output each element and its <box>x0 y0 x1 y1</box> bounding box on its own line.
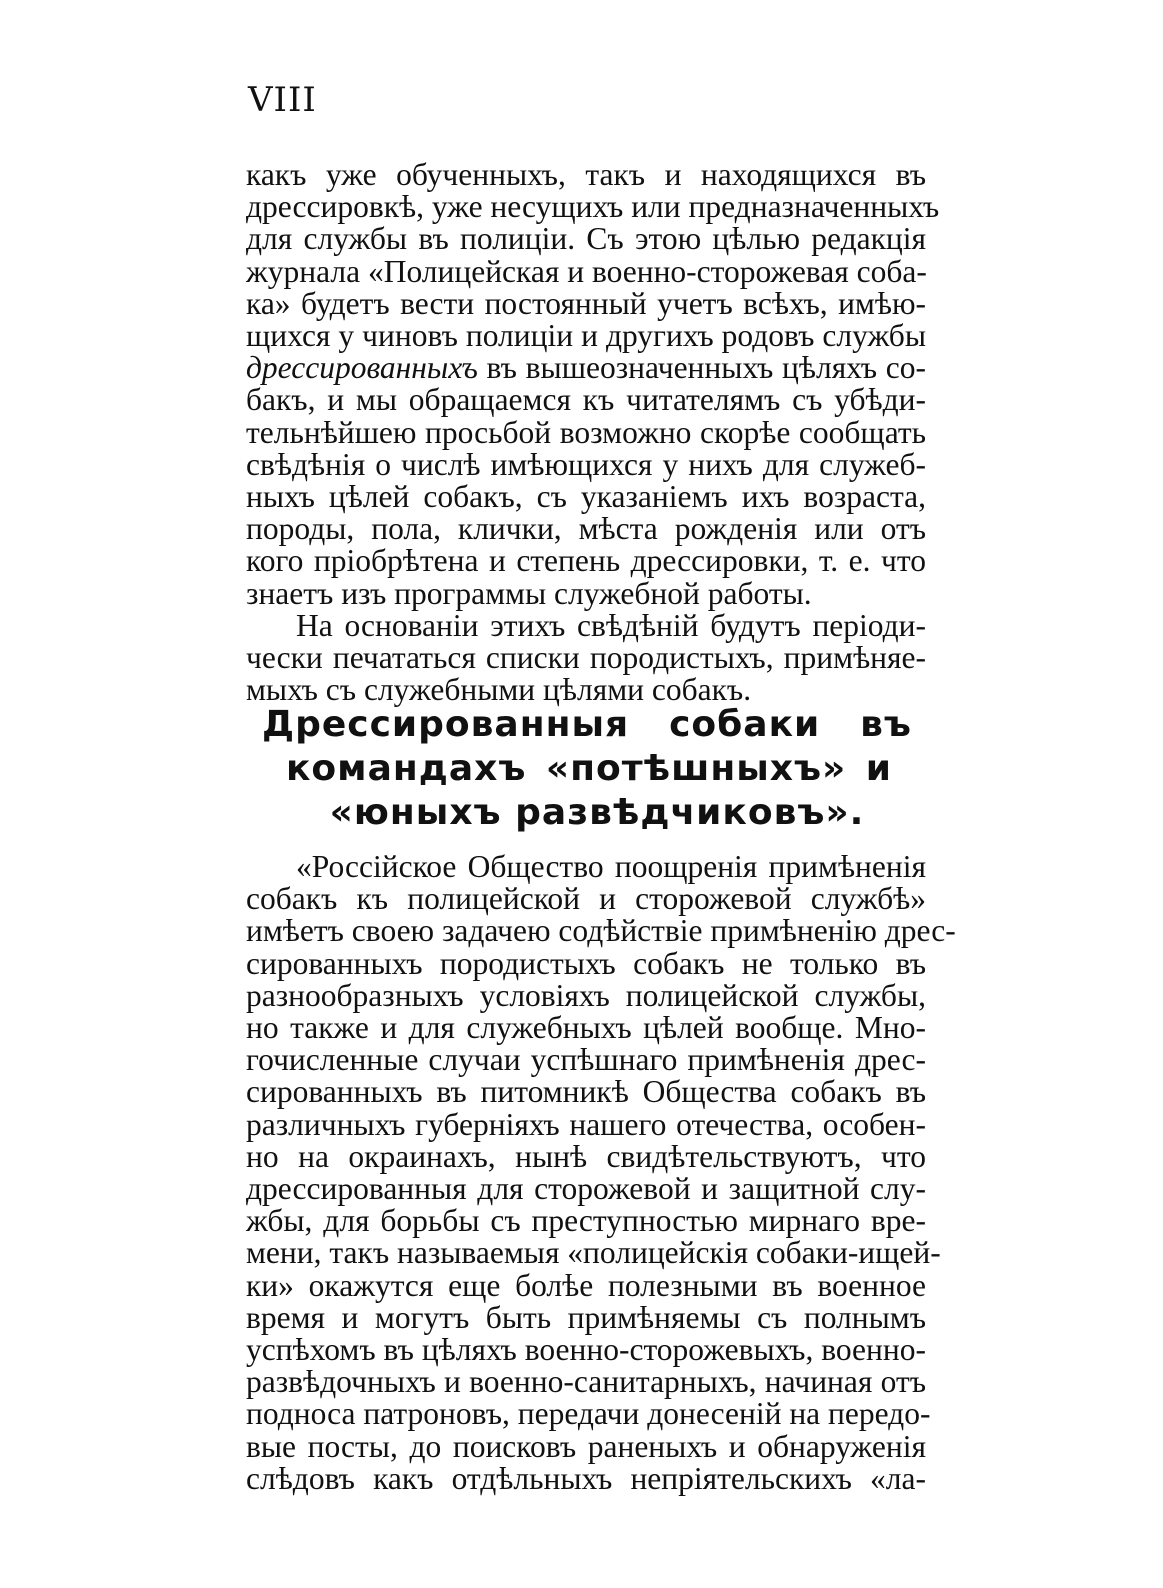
text-line: собакъ къ полицейской и сторожевой службѣ» <box>246 881 926 917</box>
text-line: разнообразныхъ условіяхъ полицейской службы, <box>246 977 926 1013</box>
text-line: породы, пола, клички, мѣста рожденія или отъ <box>246 511 926 547</box>
text-line: различныхъ губерніяхъ нашего отечества, особен- <box>246 1106 926 1142</box>
text-line: кого пріобрѣтена и степень дрессировки, т. е. что <box>246 543 926 579</box>
text-line: гочисленные случаи успѣшнаго примѣненія дрес- <box>246 1042 926 1078</box>
text-line: для службы въ полиціи. Съ этою цѣлью редакція <box>246 221 926 257</box>
text-line: вые посты, до поисковъ раненыхъ и обнаруженія <box>246 1428 926 1464</box>
heading-line: Дрессированныя собаки въ <box>262 704 912 745</box>
text-line: свѣдѣнія о числѣ имѣющихся у нихъ для служеб- <box>246 446 926 482</box>
text-line: мени, такъ называемыя «полицейскія собаки-ищей- <box>246 1235 941 1271</box>
text-line: ныхъ цѣлей собакъ, съ указаніемъ ихъ возраста, <box>246 479 926 515</box>
text-line: знаетъ изъ программы служебной работы. <box>246 575 812 611</box>
text-line: слѣдовъ какъ отдѣльныхъ непріятельскихъ «ла- <box>246 1460 926 1496</box>
page-number: VIII <box>248 80 317 120</box>
text-line: сированныхъ породистыхъ собакъ не только въ <box>246 945 926 981</box>
text-line: чески печататься списки породистыхъ, примѣняе- <box>246 640 926 676</box>
text-line: какъ уже обученныхъ, такъ и находящихся въ <box>246 157 926 192</box>
section-heading <box>262 703 912 835</box>
paragraph-block-top <box>246 157 940 708</box>
text-line: мыхъ съ служебными цѣлями собакъ. <box>246 672 752 708</box>
paragraph-block-bottom <box>246 849 956 1496</box>
text-line: сированныхъ въ питомникѣ Общества собакъ въ <box>246 1074 926 1110</box>
text-line: журнала «Полицейская и военно-сторожевая соба- <box>246 253 927 289</box>
text-line: развѣдочныхъ и военно-санитарныхъ, начиная отъ <box>246 1364 926 1400</box>
text-line: время и могутъ быть примѣняемы съ полнымъ <box>246 1299 926 1335</box>
text-line: дрессированныя для сторожевой и защитной слу- <box>246 1171 926 1207</box>
text-line: дрессировкѣ, уже несущихъ или предназначенныхъ <box>246 189 940 225</box>
text-line: но на окраинахъ, нынѣ свидѣтельствуютъ, что <box>246 1138 926 1174</box>
text-line: На основаніи этихъ свѣдѣній будутъ періоди- <box>296 607 926 643</box>
text-line: бакъ, и мы обращаемся къ читателямъ съ убѣди- <box>246 382 926 418</box>
text-line: «Россійское Общество поощренія примѣненія <box>296 849 926 884</box>
text-line: подноса патроновъ, передачи донесеній на передо- <box>246 1396 931 1432</box>
text-line: но также и для служебныхъ цѣлей вообще. Мно- <box>246 1010 926 1046</box>
heading-line: командахъ «потѣшныхъ» и <box>286 748 892 789</box>
text-line: ка» будетъ вести постоянный учетъ всѣхъ, имѣю- <box>246 285 926 321</box>
text-line: щихся у чиновъ полиціи и другихъ родовъ службы <box>246 318 926 354</box>
text-line: успѣхомъ въ цѣляхъ военно-сторожевыхъ, военно- <box>246 1332 926 1368</box>
text-line-italic-lead: дрессированныхъ въ вышеозначенныхъ цѣляхъ со- <box>246 350 926 386</box>
text-line: тельнѣйшею просьбой возможно скорѣе сообщать <box>246 414 926 450</box>
heading-line: «юныхъ развѣдчиковъ». <box>329 792 865 833</box>
text-line: жбы, для борьбы съ преступностью мирнаго вре- <box>246 1203 926 1239</box>
text-line: ки» окажутся еще болѣе полезными въ военное <box>246 1267 926 1303</box>
text-line: имѣетъ своею задачею содѣйствіе примѣненію дрес- <box>246 913 956 949</box>
